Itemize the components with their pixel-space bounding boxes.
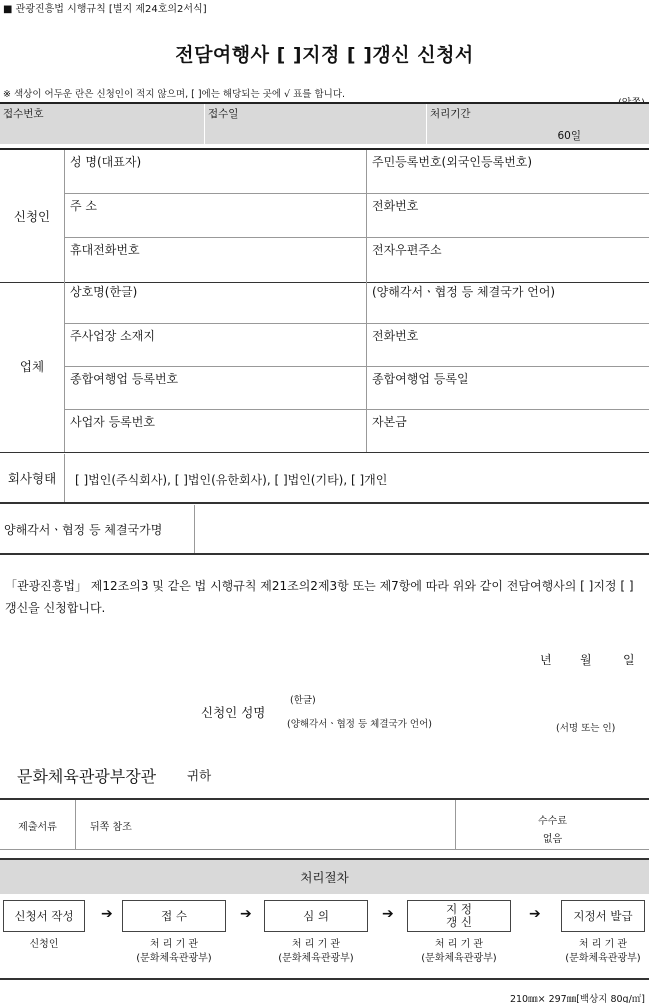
email-field[interactable]: 전자우편주소 [372,243,442,257]
name-field[interactable]: 성 명(대표자) [70,155,142,169]
receipt-section [0,102,649,144]
procedure-title: 처리절차 [0,858,649,894]
fee-value: 없음 [542,834,563,845]
mou-country-label: 양해각서ㆍ협정 등 체결국가명 [0,505,195,553]
trade-name-field[interactable]: 상호명(한글) [70,285,138,299]
step-actor-line: 처 리 기 관 [434,939,484,950]
receipt-number-label: 접수번호 [3,108,44,120]
step-issue-certificate [561,900,645,932]
step-actor-line: (문화체육관광부) [565,953,641,964]
travel-reg-date-field[interactable]: 종합여행업 등록일 [372,372,469,386]
arrow-icon: ➔ [240,906,252,922]
company-type-options[interactable]: [ ]법인(주식회사), [ ]법인(유한회사), [ ]법인(기타), [ ]개인 [75,473,388,487]
step-label: 심 의 [303,908,329,923]
office-phone-field[interactable]: 전화번호 [372,329,419,343]
step-label: 지정서 발급 [573,908,633,923]
receipt-number-cell [0,104,205,146]
application-statement: 「관광진흥법」 제12조의3 및 같은 법 시행규칙 제21조의2제3항 또는 제7항에 따라 위와 같이 전담여행사의 [ ]지정 [ ]갱신을 신청합니다. [5,579,634,615]
applicant-section-label: 신청인 [0,150,65,282]
capital-field[interactable]: 자본금 [372,415,407,429]
arrow-icon: ➔ [382,906,394,922]
step-write-application [3,900,85,932]
business-section [0,280,649,454]
address-field[interactable]: 주 소 [70,199,97,213]
trade-name-foreign-field[interactable]: (양해각서ㆍ협정 등 체결국가 언어) [372,285,556,299]
mou-country-field[interactable] [196,505,649,553]
signature-label: 신청인 성명 [201,705,266,720]
signature-foreign: (양해각서ㆍ협정 등 체결국가 언어) [287,719,432,730]
receipt-date-label: 접수일 [208,108,239,120]
step-actor-line: 처 리 기 관 [149,939,199,950]
recipient-suffix: 귀하 [187,768,212,783]
step-actor-line: 처 리 기 관 [291,939,341,950]
step-actor [3,938,85,952]
step-actor-line: 신청인 [29,939,59,950]
company-type-label: 회사형태 [0,454,65,502]
paper-size: 210㎜× 297㎜[백상지 80g/㎡] [509,994,645,1003]
instruction-note: ※ 색상이 어두운 란은 신청인이 적지 않으며, [ ]에는 해당되는 곳에 √ 표를 합니다. [3,89,346,100]
step-review [264,900,368,932]
arrow-icon: ➔ [101,906,113,922]
receipt-date-cell [205,104,427,146]
step-designation [407,900,511,932]
rrn-field[interactable]: 주민등록번호(외국인등록번호) [372,155,533,169]
step-actor [122,938,226,966]
docs-label: 제출서류 [0,800,76,850]
date-day: 일 [623,653,635,667]
step-actor [264,938,368,966]
bottom-rule [0,978,649,980]
step-label-2: 갱 신 [446,915,472,929]
fee-label: 수수료 [538,816,567,827]
processing-period-cell [427,104,649,146]
processing-period-label: 처리기간 [430,108,471,120]
phone-field[interactable]: 전화번호 [372,199,419,213]
signature-korean: (한글) [290,695,316,706]
law-reference: ■ 관광진흥법 시행규칙 [별지 제24호의2서식] [3,4,207,15]
business-reg-number-field[interactable]: 사업자 등록번호 [70,415,155,429]
applicant-section [0,148,649,282]
step-actor-line: (문화체육관광부) [421,953,497,964]
step-actor-line: (문화체육관광부) [136,953,212,964]
docs-value: 뒤쪽 참조 [90,822,132,833]
step-label: 신청서 작성 [14,908,74,923]
date-month: 월 [580,653,592,667]
arrow-icon: ➔ [529,906,541,922]
signature-note: (서명 또는 인) [556,723,616,734]
company-type-row [0,454,649,504]
office-address-field[interactable]: 주사업장 소재지 [70,329,155,343]
date-year: 년 [540,653,552,667]
travel-reg-number-field[interactable]: 종합여행업 등록번호 [70,372,179,386]
recipient-minister: 문화체육관광부장관 [17,767,157,786]
step-label: 접 수 [161,908,187,923]
step-actor [407,938,511,966]
step-actor [561,938,645,966]
step-actor-line: 처 리 기 관 [578,939,628,950]
form-title: 전담여행사 [ ]지정 [ ]갱신 신청서 [175,44,474,66]
processing-period-value: 60일 [557,130,581,142]
business-section-label: 업체 [0,280,65,452]
mou-country-row [0,505,649,555]
step-label: 지 정 [446,902,472,916]
step-actor-line: (문화체육관광부) [278,953,354,964]
mobile-field[interactable]: 휴대전화번호 [70,243,140,257]
submission-section [0,798,649,850]
step-receipt [122,900,226,932]
